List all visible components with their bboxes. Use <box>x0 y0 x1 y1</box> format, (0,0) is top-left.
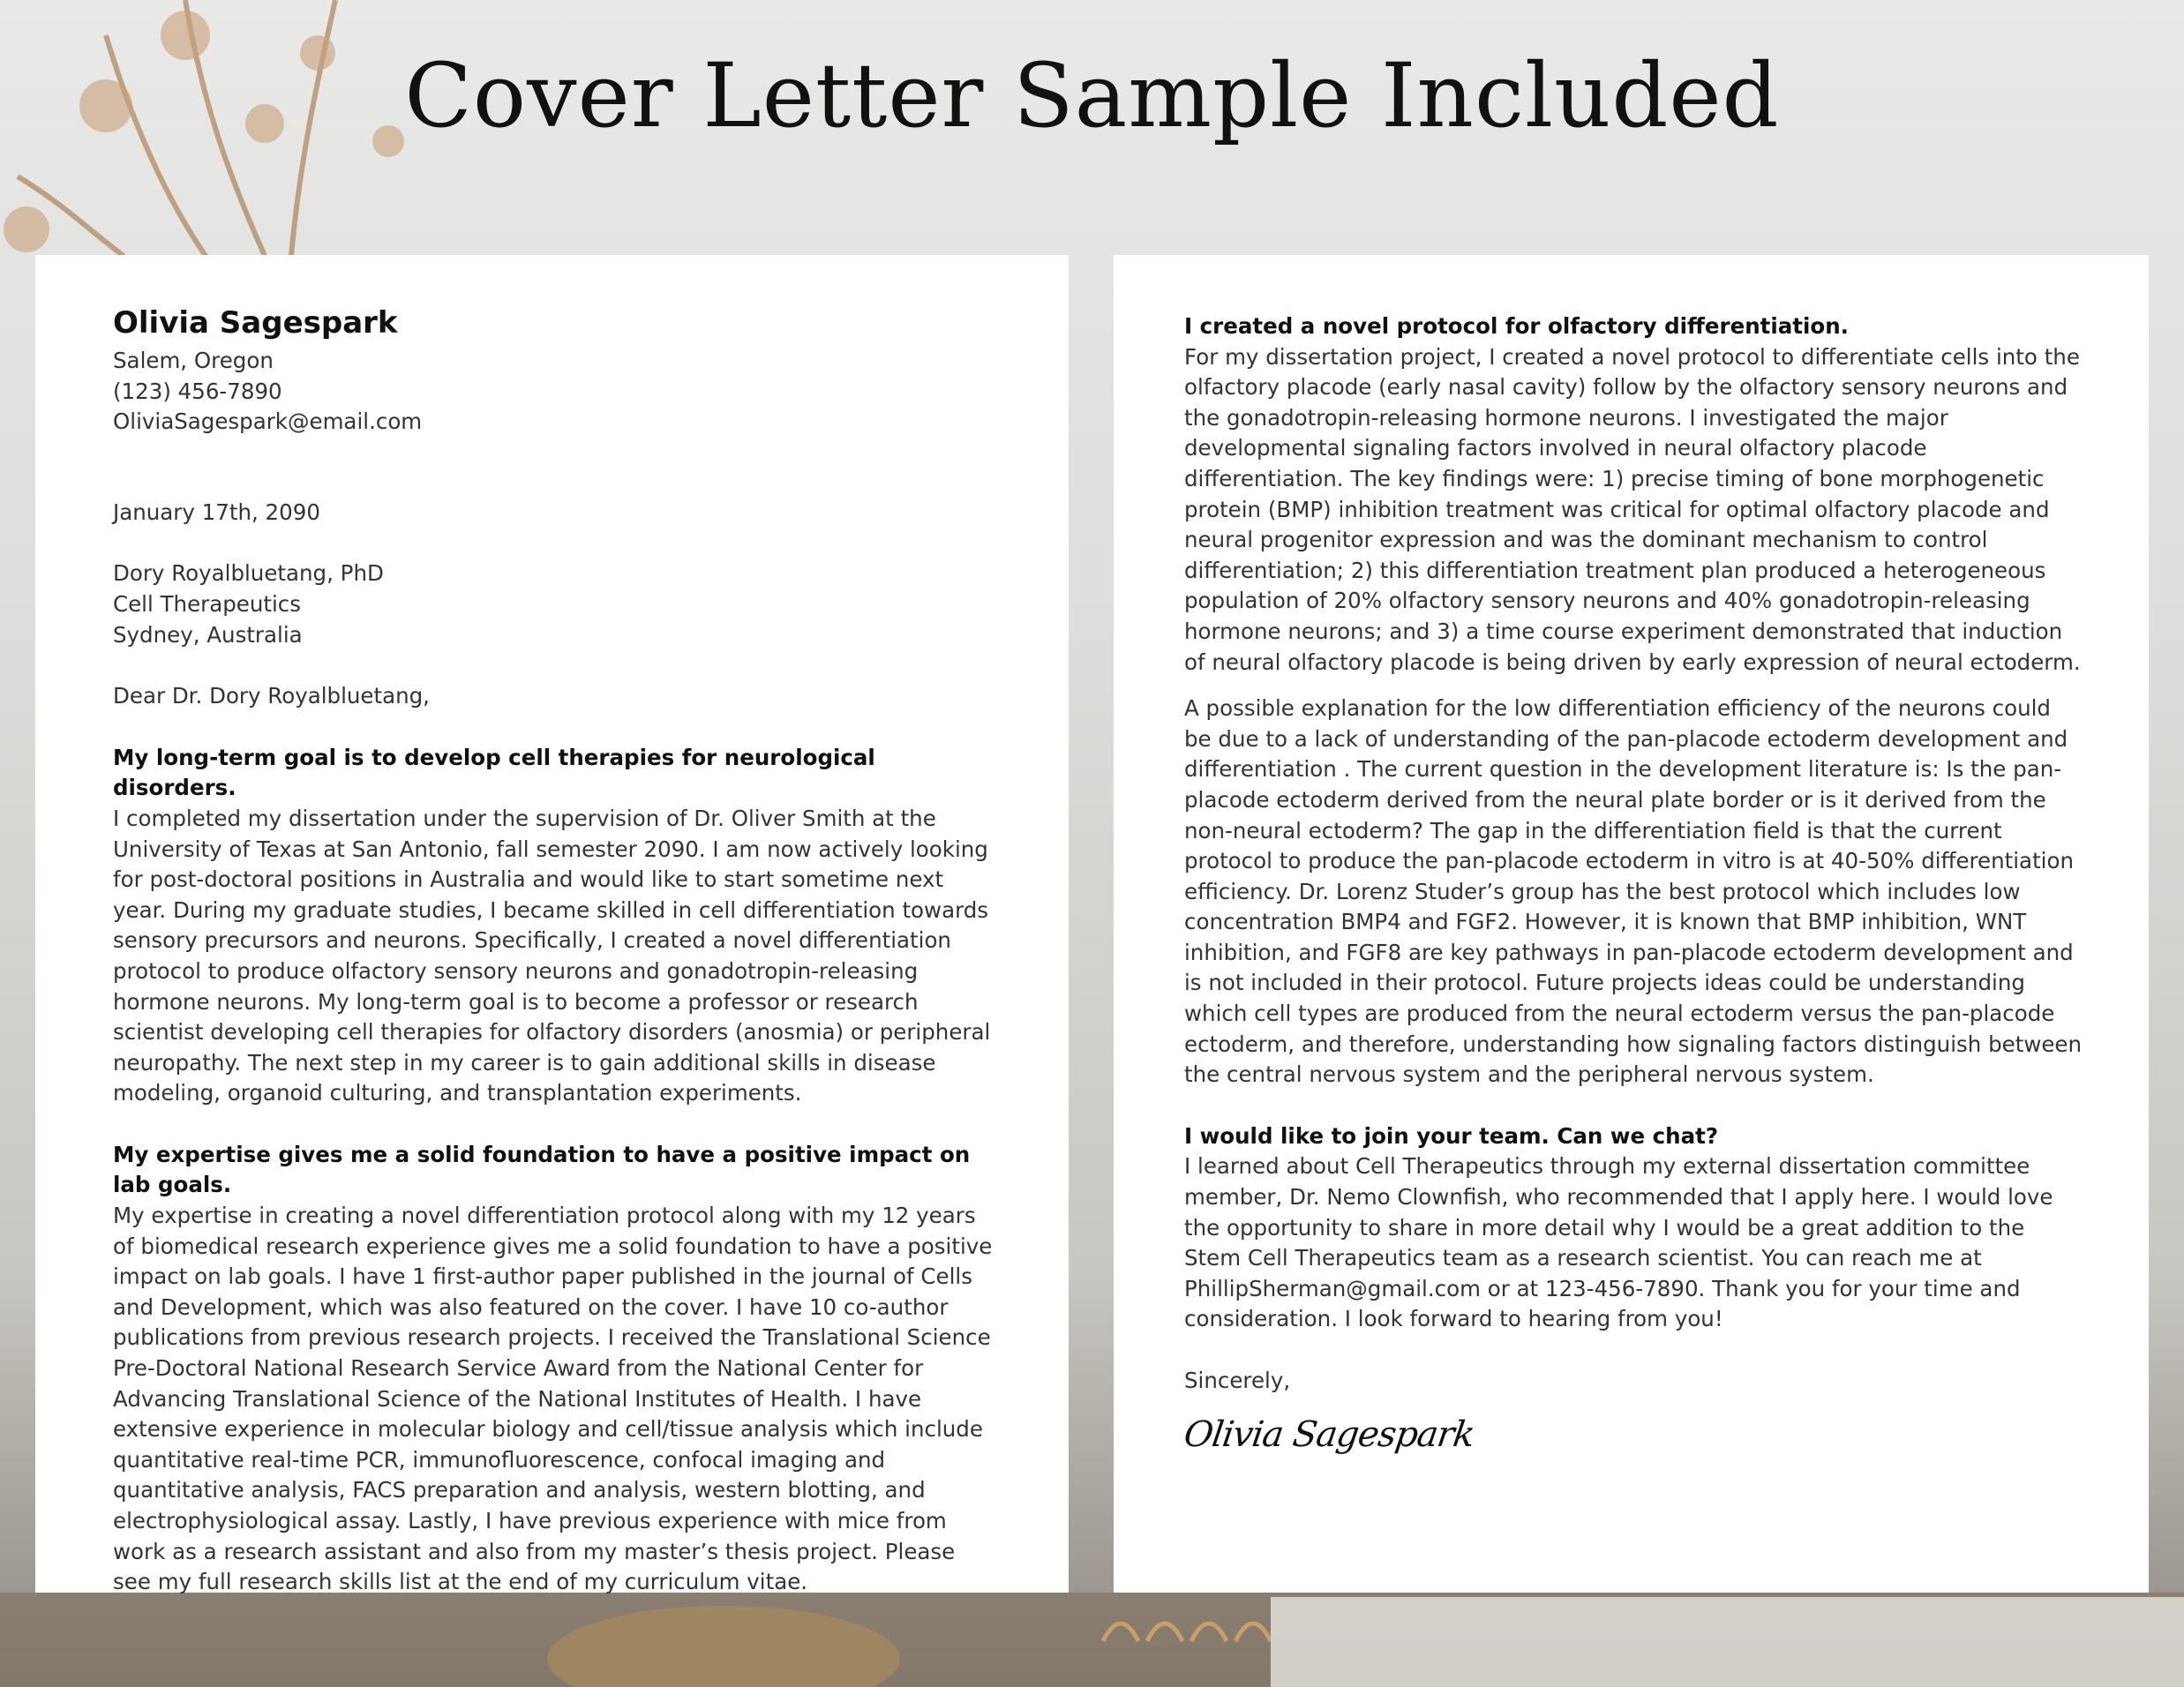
sender-address: Salem, Oregon <box>113 348 274 373</box>
sender-phone: (123) 456-7890 <box>113 378 282 404</box>
section-heading: I would like to join your team. Can we chat? <box>1184 1122 1719 1149</box>
sender-name: Olivia Sagespark <box>113 305 398 341</box>
closing: Sincerely, <box>1184 1368 1291 1393</box>
signature: Olivia Sagespark <box>1181 1413 1477 1455</box>
letter-page-right <box>1114 255 2149 1593</box>
section-body: My expertise in creating a novel differentiation protocol along with my 12 years of biomedical research experience gives me a solid foundation to have a positive impact on lab goals. I have 1 first-author paper published in the journal of Cells and Development, which was also featured on the cover. I have 10 co-author publications from previous research projects. I received the Translational Science Pre-Doctoral National Research Service Award from the National Center for Advancing Translational Science of the National Institutes of Health. I have extensive experience in molecular biology and cell/tissue analysis which include quantitative real-time PCR, immunofluorescence, confocal imaging and quantitative analysis, FACS preparation and analysis, western blotting, and electrophysiological assay. Lastly, I have previous experience with mice from work as a research assistant and also from my master’s thesis project. Please see my full research skills list at the end of my curriculum vitae. <box>113 1203 993 1595</box>
section-heading: My expertise gives me a solid foundation to have a positive impact on lab goals. <box>113 1141 971 1198</box>
section-body: For my dissertation project, I created a novel protocol to differentiate cells into the olfactory placode (early nasal cavity) follow by the olfactory sensory neurons and the gonadotropin-releasing hormone neurons. I investigated the major developmental signaling factors involved in neural olfactory placode differentiation. The key findings were: 1) precise timing of bone morphogenetic protein (BMP) inhibition treatment was critical for optimal olfactory placode and neural progenitor expression and was the dominant mechanism to control differentiation; 2) this differentiation treatment plan produced a heterogeneous population of 20% olfactory sensory neurons and 40% gonadotropin-releasing hormone neurons; and 3) a time course experiment demonstrated that induction of neural olfactory placode is being driven by early expression of neural ectoderm. <box>1184 343 2081 675</box>
page-heading: Cover Letter Sample Included <box>404 44 1780 147</box>
sender-email: OliviaSagespark@email.com <box>113 409 423 435</box>
section-heading: I created a novel protocol for olfactory differentiation. <box>1184 313 1849 339</box>
recipient-company: Cell Therapeutics <box>113 590 302 617</box>
section-body: I completed my dissertation under the supervision of Dr. Oliver Smith at the University of Texas at San Antonio, fall semester 2090. I am now actively looking for post-doctoral positions in Australia and would like to start sometime next year. During my graduate studies, I became skilled in cell differentiation towards sensory precursors and neurons. Specifically, I created a novel differentiation protocol to produce olfactory sensory neurons and gonadotropin-releasing hormone neurons. My long-term goal is to become a professor or research scientist developing cell therapies for olfactory disorders (anosmia) or peripheral neuropathy. The next step in my career is to gain additional skills in disease modeling, organoid culturing, and transplantation experiments. <box>113 805 991 1106</box>
section-body: A possible explanation for the low differentiation efficiency of the neurons could be due to a lack of understanding of the pan-placode ectoderm development and differentiation . The current question in the development literature is: Is the pan-placode ectoderm derived from the neural plate border or is it derived from the non-neural ectoderm? The gap in the differentiation field is that the current protocol to produce the pan-placode ectoderm in vitro is at 40-50% differentiation efficiency. Dr. Lorenz Studer’s group has the best protocol which includes low concentration BMP4 and FGF2. However, it is known that BMP inhibition, WNT inhibition, and FGF8 are key pathways in pan-placode ectoderm development and is not included in their protocol. Future projects ideas could be understanding which cell types are produced from the neural ectoderm versus the pan-placode ectoderm, and therefore, understanding how signaling factors distinguish between the central nervous system and the peripheral nervous system. <box>1184 695 2083 1088</box>
section-body: I learned about Cell Therapeutics through my external dissertation committee member, Dr. Nemo Clownfish, who recommended that I apply here. I would love the opportunity to share in more detail why I would be a great addition to the Stem Cell Therapeutics team as a research scientist. You can reach me at PhillipSherman@gmail.com or at 123-456-7890. Thank you for your time and consideration. I look forward to hearing from you! <box>1184 1153 2053 1332</box>
recipient-location: Sydney, Australia <box>113 621 303 648</box>
section-heading: My long-term goal is to develop cell therapies for neurological disorders. <box>113 744 875 801</box>
letter-page-left <box>35 255 1069 1593</box>
letter-date: January 17th, 2090 <box>113 499 320 525</box>
salutation: Dear Dr. Dory Royalbluetang, <box>113 683 430 709</box>
recipient-name: Dory Royalbluetang, PhD <box>113 560 384 587</box>
